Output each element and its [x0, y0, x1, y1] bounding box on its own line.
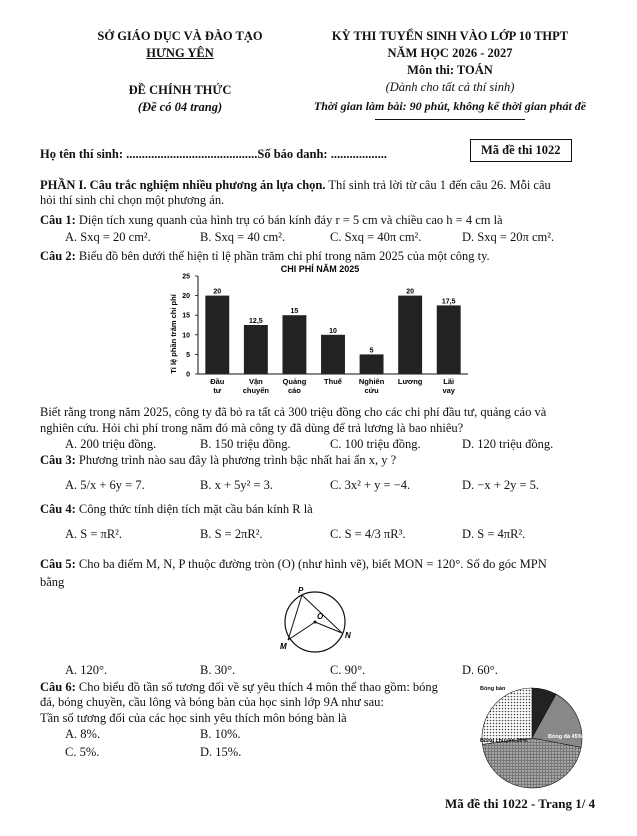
- exam-title: KỲ THI TUYỂN SINH VÀO LỚP 10 THPT: [331, 29, 569, 43]
- segment-on: [315, 622, 342, 633]
- bar-value-label: 12,5: [249, 318, 263, 325]
- province: HƯNG YÊN: [146, 46, 214, 60]
- q6-option-d[interactable]: D. 15%.: [200, 745, 242, 759]
- q3-stem: Câu 3: Phương trình nào sau đây là phương trình bậc nhất hai ẩn x, y ?: [40, 453, 397, 467]
- q2-options: [0, 437, 637, 453]
- q4-option-a[interactable]: A. S = πR².: [65, 527, 123, 541]
- department: SỞ GIÁO DỤC VÀ ĐÀO TẠO: [97, 29, 263, 43]
- q2-option-a[interactable]: A. 200 triệu đồng.: [65, 437, 157, 451]
- category-label: vay: [442, 386, 455, 395]
- q2-option-c[interactable]: C. 100 triệu đồng.: [330, 437, 421, 451]
- part1-desc: hỏi thí sinh chỉ chọn một phương án.: [40, 193, 225, 207]
- exam-code-box: Mã đề thi 1022: [470, 139, 572, 162]
- header-left: [70, 28, 290, 116]
- category-label: Thuế: [324, 377, 342, 386]
- q4-options: [0, 527, 637, 543]
- y-tick-label: 15: [182, 312, 190, 320]
- audience: (Dành cho tất cả thí sinh): [385, 80, 515, 94]
- q3-option-c[interactable]: C. 3x² + y = −4.: [330, 478, 411, 492]
- category-label: Vận: [248, 377, 263, 386]
- pie-label: Bóng chuyền 20%: [480, 738, 528, 744]
- bar: [398, 296, 422, 374]
- bar-value-label: 10: [329, 327, 337, 335]
- label-n: N: [345, 631, 351, 640]
- expense-bar-chart: [160, 262, 480, 402]
- category-label: tư: [213, 386, 222, 395]
- header-rule: [375, 119, 525, 120]
- q5-option-c[interactable]: C. 90°.: [330, 663, 366, 677]
- q5-stem: Câu 5: Cho ba điểm M, N, P thuộc đường tròn (O) (như hình vẽ), biết MON = 120°. Số đo góc MPN: [40, 557, 547, 571]
- category-label: cứu: [364, 386, 379, 395]
- q1-option-b[interactable]: B. Sxq = 40 cm².: [200, 230, 286, 244]
- bar-value-label: 20: [213, 288, 222, 296]
- category-label: cáo: [287, 386, 301, 395]
- category-label: chuyển: [242, 386, 269, 395]
- subject: Môn thi: TOÁN: [407, 63, 493, 77]
- bar-value-label: 17,5: [441, 298, 456, 306]
- bar: [360, 354, 384, 374]
- bar: [321, 335, 345, 374]
- q3-option-d[interactable]: D. −x + 2y = 5.: [462, 478, 540, 492]
- q4-stem: Câu 4: Công thức tính diện tích mặt cầu bán kính R là: [40, 502, 313, 516]
- y-tick-label: 20: [182, 293, 190, 301]
- y-tick-label: 5: [186, 351, 190, 359]
- pie-label: Bóng đá 45%: [548, 734, 583, 740]
- pie-slice: [482, 738, 581, 788]
- bar-value-label: 20: [406, 288, 415, 296]
- q2-context-2: nghiên cứu. Hỏi chi phí trong năm đó mà công ty đã dùng để trả lương là bao nhiêu?: [40, 421, 464, 435]
- circle-figure: [270, 585, 360, 660]
- time-limit: Thời gian làm bài: 90 phút, không kể thời gian phát đề: [313, 99, 587, 113]
- q1-option-c[interactable]: C. Sxq = 40π cm².: [330, 230, 422, 244]
- chart-title: CHI PHÍ NĂM 2025: [280, 264, 360, 274]
- q1-stem: Câu 1: Diện tích xung quanh của hình trụ có bán kính đáy r = 5 cm và chiều cao h = 4 cm là: [40, 213, 503, 227]
- q5-options: [0, 663, 637, 679]
- q6-option-c[interactable]: C. 5%.: [65, 745, 100, 759]
- q3-option-b[interactable]: B. x + 5y² = 3.: [200, 478, 274, 492]
- bar: [437, 305, 461, 374]
- bar-value-label: 5: [369, 347, 374, 355]
- pie-label: Bóng bàn: [480, 686, 506, 692]
- q1-options: [0, 230, 637, 246]
- official-label: ĐỀ CHÍNH THỨC: [128, 83, 232, 97]
- q3-option-a[interactable]: A. 5/x + 6y = 7.: [65, 478, 145, 492]
- bar: [244, 325, 268, 374]
- q2-option-b[interactable]: B. 150 triệu đồng.: [200, 437, 291, 451]
- q6-option-a[interactable]: A. 8%.: [65, 727, 101, 741]
- q5-option-a[interactable]: A. 120°.: [65, 663, 108, 677]
- bar: [205, 296, 229, 374]
- bar-value-label: 15: [290, 308, 299, 316]
- category-label: Đầu: [210, 377, 225, 386]
- page-footer: Mã đề thi 1022 - Trang 1/ 4: [445, 796, 596, 811]
- category-label: Lãi: [443, 377, 455, 386]
- q4-option-d[interactable]: D. S = 4πR².: [462, 527, 526, 541]
- category-label: Quảng: [282, 377, 307, 386]
- bar: [282, 315, 306, 374]
- q2-context-1: Biết rằng trong năm 2025, công ty đã bỏ ra tất cả 300 triệu đồng cho các chi phí đầu tư, quảng cáo và: [40, 405, 547, 419]
- student-name-field: Họ tên thí sinh: ..........................................Số báo danh: ..................: [40, 147, 387, 161]
- label-m: M: [280, 642, 287, 651]
- chart-bars: [205, 289, 460, 374]
- category-label: Nghiên: [358, 377, 385, 386]
- segment-pm: [288, 595, 302, 640]
- q4-option-b[interactable]: B. S = 2πR².: [200, 527, 263, 541]
- q6-stem-3: Tần số tương đối của các học sinh yêu thích môn bóng bàn là: [40, 711, 347, 725]
- page-count: (Đề có 04 trang): [137, 100, 223, 114]
- part1-heading: PHẦN I. Câu trắc nghiệm nhiều phương án lựa chọn. Thí sinh trả lời từ câu 1 đến câu 26. Mỗi câu: [40, 178, 551, 192]
- q5-stem-2: bằng: [40, 575, 65, 589]
- sports-pie-chart: [462, 680, 592, 790]
- school-year: NĂM HỌC 2026 - 2027: [387, 46, 513, 60]
- y-tick-label: 25: [182, 273, 190, 281]
- category-label: Lương: [397, 377, 423, 386]
- label-o: O: [317, 612, 324, 621]
- segment-om: [288, 622, 315, 640]
- q6-options: [0, 727, 460, 763]
- q1-option-d[interactable]: D. Sxq = 20π cm².: [462, 230, 555, 244]
- y-tick-label: 10: [182, 332, 190, 340]
- q5-option-d[interactable]: D. 60°.: [462, 663, 498, 677]
- pie-slice: [482, 688, 532, 744]
- q3-options: [0, 478, 637, 494]
- q2-option-d[interactable]: D. 120 triệu đồng.: [462, 437, 554, 451]
- q1-option-a[interactable]: A. Sxq = 20 cm².: [65, 230, 151, 244]
- chart-y-label: Tỉ lệ phần trăm chi phí: [169, 294, 178, 374]
- q6-stem-2: đá, bóng chuyền, cầu lông và bóng bàn của học sinh lớp 9A như sau:: [40, 695, 384, 709]
- q4-option-c[interactable]: C. S = 4/3 πR³.: [330, 527, 406, 541]
- y-tick-label: 0: [186, 371, 190, 379]
- header-right: [290, 28, 610, 115]
- q6-option-b[interactable]: B. 10%.: [200, 727, 241, 741]
- label-p: P: [298, 586, 304, 595]
- q2-stem: Câu 2: Biểu đồ bên dưới thể hiện tỉ lệ phần trăm chi phí trong năm 2025 của một công ty.: [40, 249, 490, 263]
- q6-stem-1: Câu 6: Cho biểu đồ tần số tương đối về sự yêu thích 4 môn thể thao gồm: bóng: [40, 680, 438, 694]
- q5-option-b[interactable]: B. 30°.: [200, 663, 236, 677]
